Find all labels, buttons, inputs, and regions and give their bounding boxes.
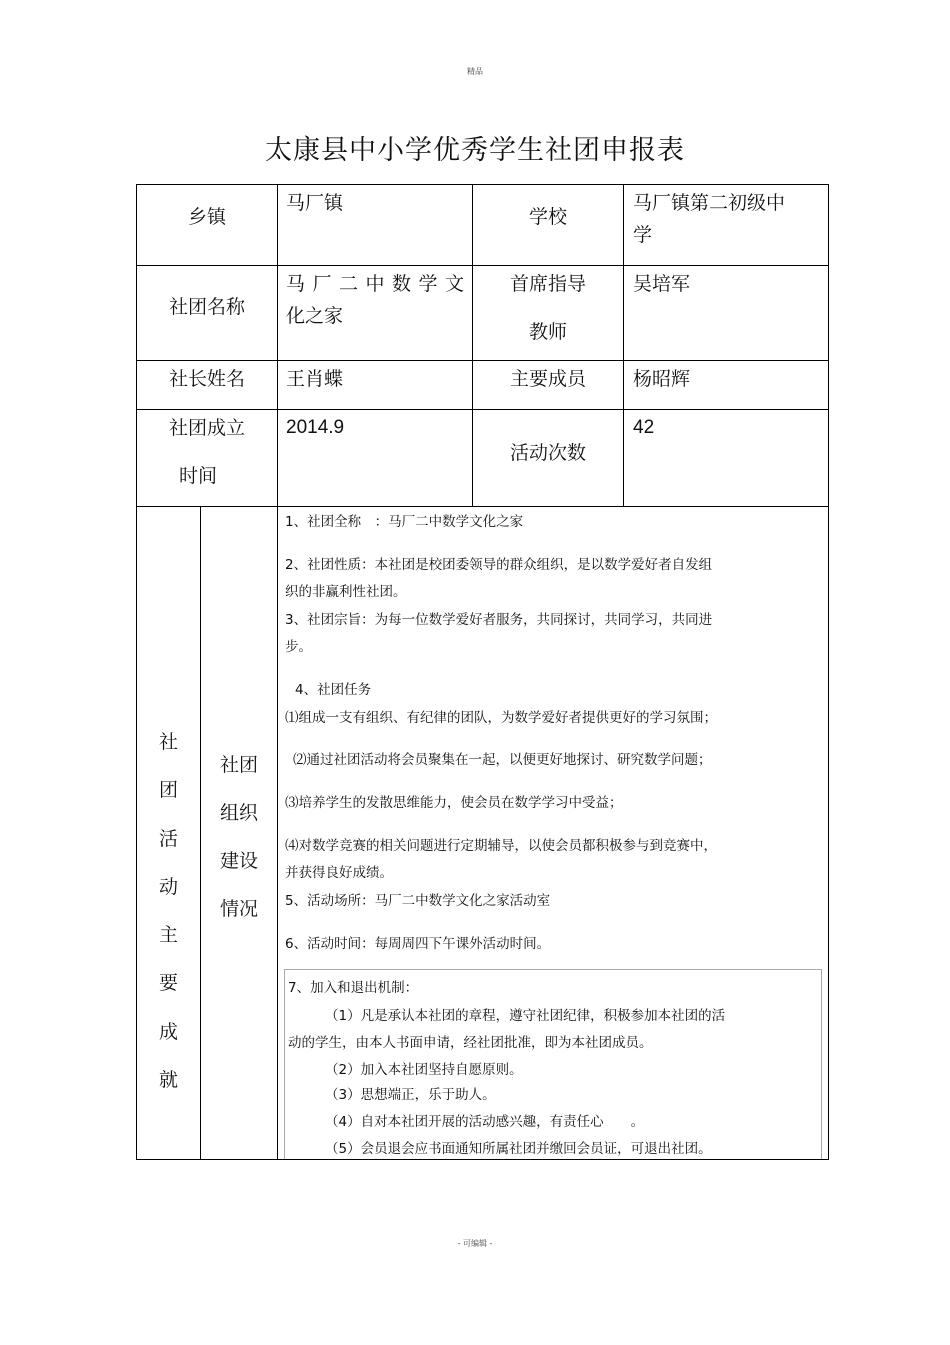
body-line: ⑵通过社团活动将会员聚集在一起，以便更好地探讨、研究数学问题； <box>293 752 712 768</box>
value-founding-time: 2014.9 <box>286 417 345 438</box>
label-chief-advisor-line1: 首席指导 <box>509 273 586 295</box>
label-township: 乡镇 <box>187 206 226 228</box>
section-word: 情况 <box>219 898 258 920</box>
body-line: 并获得良好成绩。 <box>285 865 393 881</box>
body-line: 5、活动场所：马厂二中数学文化之家活动室 <box>285 893 551 909</box>
body-line: 动的学生，由本人书面申请，经社团批准，即为本社团成员。 <box>288 1035 653 1051</box>
section-char: 团 <box>158 779 178 802</box>
inner-box-right <box>821 969 822 1159</box>
table-row-divider <box>136 506 829 507</box>
value-chief-advisor: 吴培军 <box>633 273 691 295</box>
body-line: 步。 <box>285 639 312 655</box>
value-township: 马厂镇 <box>286 192 344 214</box>
table-border-top <box>136 184 829 185</box>
section-char: 动 <box>158 875 178 898</box>
body-line: （4）自对本社团开展的活动感兴趣，有责任心 。 <box>325 1114 645 1130</box>
section-char: 成 <box>158 1020 178 1043</box>
value-club-name-line2: 化之家 <box>286 305 344 327</box>
inner-box-top <box>284 969 822 970</box>
body-line: 4、社团任务 <box>295 682 372 698</box>
table-border-bottom <box>136 1159 829 1160</box>
table-row-divider <box>136 360 829 361</box>
section-word: 社团 <box>219 754 258 776</box>
body-line: （3）思想端正，乐于助人。 <box>325 1087 496 1103</box>
table-border-right <box>828 184 829 1160</box>
value-activity-count: 42 <box>633 417 655 438</box>
table-col-divider <box>623 184 624 506</box>
body-line: 1、社团全称 ：马厂二中数学文化之家 <box>285 514 524 530</box>
header-tag: 精品 <box>467 67 483 76</box>
value-school-line1: 马厂镇第二初级中 <box>633 192 786 214</box>
label-chief-advisor-line2: 教师 <box>528 321 567 343</box>
label-main-members: 主要成员 <box>509 368 586 390</box>
body-line: 2、社团性质：本社团是校团委领导的群众组织，是以数学爱好者自发组 <box>285 557 713 573</box>
value-main-members: 杨昭辉 <box>633 368 691 390</box>
table-col-divider <box>277 184 278 1160</box>
value-president-name: 王肖蝶 <box>286 368 344 390</box>
section-label-achievements <box>137 718 200 1104</box>
label-activity-count: 活动次数 <box>509 442 586 464</box>
body-line: 7、加入和退出机制： <box>288 980 419 996</box>
body-line: ⑷对数学竞赛的相关问题进行定期辅导，以使会员都积极参与到竞赛中， <box>285 838 717 854</box>
value-school-line2: 学 <box>633 224 653 246</box>
body-line: （1）凡是承认本社团的章程，遵守社团纪律，积极参加本社团的活 <box>325 1008 726 1024</box>
label-school: 学校 <box>528 206 567 228</box>
body-line: 3、社团宗旨：为每一位数学爱好者服务，共同探讨，共同学习，共同进 <box>285 612 713 628</box>
table-row-divider <box>136 409 829 410</box>
section-word: 建设 <box>219 850 258 872</box>
section-char: 就 <box>158 1069 178 1092</box>
body-line: ⑴组成一支有组织、有纪律的团队，为数学爱好者提供更好的学习氛围； <box>285 710 717 726</box>
section-char: 要 <box>158 972 178 995</box>
body-line: 织的非赢利性社团。 <box>285 584 407 600</box>
section-char: 社 <box>158 731 178 753</box>
body-line: ⑶培养学生的发散思维能力，使会员在数学学习中受益； <box>285 795 623 811</box>
body-line: （2）加入本社团坚持自愿原则。 <box>325 1062 523 1078</box>
page-title: 太康县中小学优秀学生社团申报表 <box>265 135 685 166</box>
label-president-name: 社长姓名 <box>168 368 245 390</box>
label-club-name: 社团名称 <box>168 296 245 318</box>
table-row-divider <box>136 265 829 266</box>
value-club-name-line1: 马厂二中数学文 <box>286 273 464 295</box>
body-line: （5）会员退会应书面通知所属社团并缴回会员证，可退出社团。 <box>325 1141 712 1157</box>
section-char: 主 <box>158 924 178 947</box>
inner-box-left <box>284 969 285 1159</box>
section-char: 活 <box>158 827 178 850</box>
footer-tag: - 可编辑 - <box>457 1239 493 1248</box>
section-label-organization <box>201 741 277 933</box>
label-founding-time-line1: 社团成立 <box>168 417 245 439</box>
label-founding-time-line2: 时间 <box>178 465 217 487</box>
body-line: 6、活动时间：每周周四下午课外活动时间。 <box>285 936 551 952</box>
section-word: 组织 <box>219 802 258 824</box>
